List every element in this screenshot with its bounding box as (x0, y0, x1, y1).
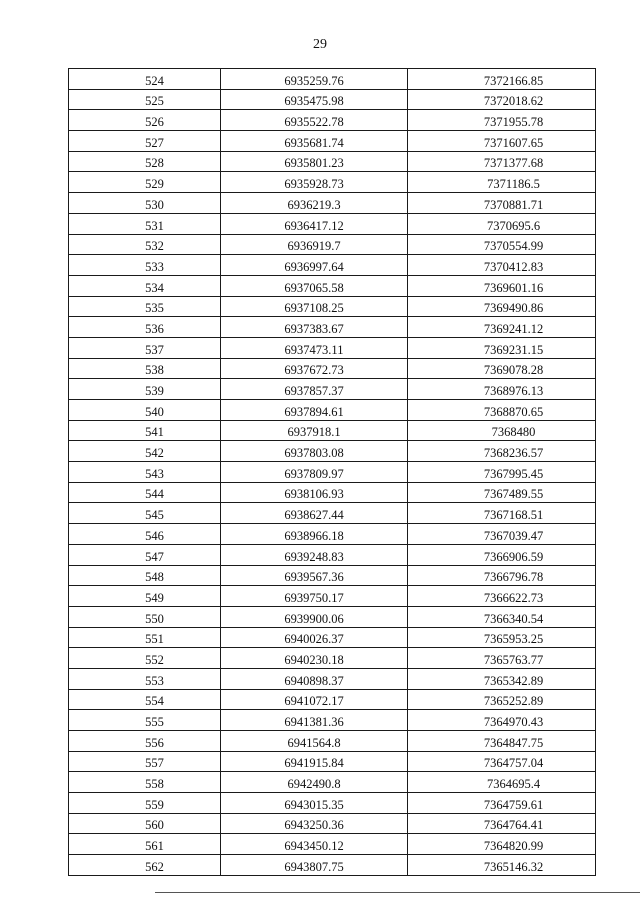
y-coordinate-cell: 7369078.28 (408, 358, 596, 379)
y-coordinate-cell: 7364764.41 (408, 813, 596, 834)
y-coordinate-cell: 7370881.71 (408, 193, 596, 214)
point-number-cell: 545 (69, 503, 221, 524)
table-row (69, 689, 596, 710)
y-coordinate-cell: 7371186.5 (408, 172, 596, 193)
point-number-cell: 550 (69, 606, 221, 627)
y-coordinate-cell: 7369490.86 (408, 296, 596, 317)
point-number-cell: 526 (69, 110, 221, 131)
point-number-cell: 562 (69, 855, 221, 876)
table-row (69, 255, 596, 276)
y-coordinate-cell: 7364847.75 (408, 731, 596, 752)
table-row (69, 234, 596, 255)
table-row (69, 213, 596, 234)
x-coordinate-cell: 6941564.8 (221, 731, 408, 752)
x-coordinate-cell: 6940026.37 (221, 627, 408, 648)
point-number-cell: 549 (69, 586, 221, 607)
x-coordinate-cell: 6943807.75 (221, 855, 408, 876)
x-coordinate-cell: 6937672.73 (221, 358, 408, 379)
x-coordinate-cell: 6940898.37 (221, 668, 408, 689)
point-number-cell: 561 (69, 834, 221, 855)
table-row (69, 462, 596, 483)
x-coordinate-cell: 6941381.36 (221, 710, 408, 731)
y-coordinate-cell: 7368976.13 (408, 379, 596, 400)
point-number-cell: 529 (69, 172, 221, 193)
y-coordinate-cell: 7369241.12 (408, 317, 596, 338)
point-number-cell: 551 (69, 627, 221, 648)
x-coordinate-cell: 6939567.36 (221, 565, 408, 586)
x-coordinate-cell: 6936919.7 (221, 234, 408, 255)
point-number-cell: 558 (69, 772, 221, 793)
table-row (69, 731, 596, 752)
x-coordinate-cell: 6941072.17 (221, 689, 408, 710)
x-coordinate-cell: 6939248.83 (221, 544, 408, 565)
table-row (69, 751, 596, 772)
table-row (69, 151, 596, 172)
y-coordinate-cell: 7366796.78 (408, 565, 596, 586)
table-row (69, 296, 596, 317)
table-row (69, 503, 596, 524)
table-row (69, 400, 596, 421)
point-number-cell: 547 (69, 544, 221, 565)
point-number-cell: 559 (69, 793, 221, 814)
y-coordinate-cell: 7369231.15 (408, 337, 596, 358)
table-row (69, 358, 596, 379)
y-coordinate-cell: 7367168.51 (408, 503, 596, 524)
table-row (69, 772, 596, 793)
table-row (69, 193, 596, 214)
y-coordinate-cell: 7365146.32 (408, 855, 596, 876)
y-coordinate-cell: 7370695.6 (408, 213, 596, 234)
x-coordinate-cell: 6940230.18 (221, 648, 408, 669)
table-row (69, 275, 596, 296)
y-coordinate-cell: 7368870.65 (408, 400, 596, 421)
x-coordinate-cell: 6935801.23 (221, 151, 408, 172)
y-coordinate-cell: 7365763.77 (408, 648, 596, 669)
point-number-cell: 553 (69, 668, 221, 689)
point-number-cell: 531 (69, 213, 221, 234)
point-number-cell: 543 (69, 462, 221, 483)
table-row (69, 813, 596, 834)
table-row (69, 317, 596, 338)
coordinates-table (68, 68, 596, 876)
y-coordinate-cell: 7364695.4 (408, 772, 596, 793)
x-coordinate-cell: 6937473.11 (221, 337, 408, 358)
table-row (69, 172, 596, 193)
table-row (69, 606, 596, 627)
y-coordinate-cell: 7370554.99 (408, 234, 596, 255)
footer-rule (155, 892, 640, 893)
x-coordinate-cell: 6939900.06 (221, 606, 408, 627)
y-coordinate-cell: 7364820.99 (408, 834, 596, 855)
point-number-cell: 528 (69, 151, 221, 172)
point-number-cell: 541 (69, 420, 221, 441)
table-row (69, 855, 596, 876)
point-number-cell: 540 (69, 400, 221, 421)
x-coordinate-cell: 6937383.67 (221, 317, 408, 338)
y-coordinate-cell: 7367995.45 (408, 462, 596, 483)
y-coordinate-cell: 7367489.55 (408, 482, 596, 503)
x-coordinate-cell: 6936417.12 (221, 213, 408, 234)
x-coordinate-cell: 6938966.18 (221, 524, 408, 545)
table-row (69, 420, 596, 441)
y-coordinate-cell: 7368480 (408, 420, 596, 441)
point-number-cell: 557 (69, 751, 221, 772)
table-row (69, 337, 596, 358)
point-number-cell: 560 (69, 813, 221, 834)
y-coordinate-cell: 7364970.43 (408, 710, 596, 731)
x-coordinate-cell: 6941915.84 (221, 751, 408, 772)
table-row (69, 441, 596, 462)
table-row (69, 668, 596, 689)
table-row (69, 110, 596, 131)
point-number-cell: 539 (69, 379, 221, 400)
y-coordinate-cell: 7364759.61 (408, 793, 596, 814)
y-coordinate-cell: 7366906.59 (408, 544, 596, 565)
point-number-cell: 548 (69, 565, 221, 586)
point-number-cell: 527 (69, 131, 221, 152)
page-number: 29 (313, 37, 327, 52)
point-number-cell: 536 (69, 317, 221, 338)
coordinates-table-body (69, 69, 596, 876)
y-coordinate-cell: 7372166.85 (408, 69, 596, 90)
y-coordinate-cell: 7365252.89 (408, 689, 596, 710)
x-coordinate-cell: 6937065.58 (221, 275, 408, 296)
table-row (69, 524, 596, 545)
point-number-cell: 554 (69, 689, 221, 710)
table-row (69, 131, 596, 152)
point-number-cell: 546 (69, 524, 221, 545)
y-coordinate-cell: 7370412.83 (408, 255, 596, 276)
x-coordinate-cell: 6939750.17 (221, 586, 408, 607)
table-row (69, 379, 596, 400)
y-coordinate-cell: 7368236.57 (408, 441, 596, 462)
y-coordinate-cell: 7372018.62 (408, 89, 596, 110)
x-coordinate-cell: 6937108.25 (221, 296, 408, 317)
point-number-cell: 538 (69, 358, 221, 379)
table-row (69, 627, 596, 648)
x-coordinate-cell: 6943250.36 (221, 813, 408, 834)
x-coordinate-cell: 6937857.37 (221, 379, 408, 400)
x-coordinate-cell: 6935259.76 (221, 69, 408, 90)
x-coordinate-cell: 6937803.08 (221, 441, 408, 462)
x-coordinate-cell: 6936219.3 (221, 193, 408, 214)
y-coordinate-cell: 7371377.68 (408, 151, 596, 172)
y-coordinate-cell: 7367039.47 (408, 524, 596, 545)
y-coordinate-cell: 7371607.65 (408, 131, 596, 152)
table-row (69, 69, 596, 90)
point-number-cell: 534 (69, 275, 221, 296)
x-coordinate-cell: 6943015.35 (221, 793, 408, 814)
table-row (69, 544, 596, 565)
x-coordinate-cell: 6935928.73 (221, 172, 408, 193)
y-coordinate-cell: 7369601.16 (408, 275, 596, 296)
x-coordinate-cell: 6938106.93 (221, 482, 408, 503)
y-coordinate-cell: 7371955.78 (408, 110, 596, 131)
x-coordinate-cell: 6935475.98 (221, 89, 408, 110)
table-row (69, 710, 596, 731)
point-number-cell: 552 (69, 648, 221, 669)
point-number-cell: 542 (69, 441, 221, 462)
x-coordinate-cell: 6935522.78 (221, 110, 408, 131)
x-coordinate-cell: 6935681.74 (221, 131, 408, 152)
y-coordinate-cell: 7366340.54 (408, 606, 596, 627)
y-coordinate-cell: 7365342.89 (408, 668, 596, 689)
x-coordinate-cell: 6937918.1 (221, 420, 408, 441)
point-number-cell: 530 (69, 193, 221, 214)
table-row (69, 793, 596, 814)
y-coordinate-cell: 7364757.04 (408, 751, 596, 772)
point-number-cell: 535 (69, 296, 221, 317)
table-row (69, 89, 596, 110)
point-number-cell: 544 (69, 482, 221, 503)
table-row (69, 648, 596, 669)
table-row (69, 565, 596, 586)
y-coordinate-cell: 7366622.73 (408, 586, 596, 607)
x-coordinate-cell: 6942490.8 (221, 772, 408, 793)
point-number-cell: 525 (69, 89, 221, 110)
table-row (69, 586, 596, 607)
x-coordinate-cell: 6943450.12 (221, 834, 408, 855)
x-coordinate-cell: 6937894.61 (221, 400, 408, 421)
table-row (69, 482, 596, 503)
x-coordinate-cell: 6938627.44 (221, 503, 408, 524)
point-number-cell: 556 (69, 731, 221, 752)
x-coordinate-cell: 6936997.64 (221, 255, 408, 276)
point-number-cell: 533 (69, 255, 221, 276)
y-coordinate-cell: 7365953.25 (408, 627, 596, 648)
point-number-cell: 532 (69, 234, 221, 255)
point-number-cell: 555 (69, 710, 221, 731)
table-row (69, 834, 596, 855)
x-coordinate-cell: 6937809.97 (221, 462, 408, 483)
point-number-cell: 537 (69, 337, 221, 358)
point-number-cell: 524 (69, 69, 221, 90)
